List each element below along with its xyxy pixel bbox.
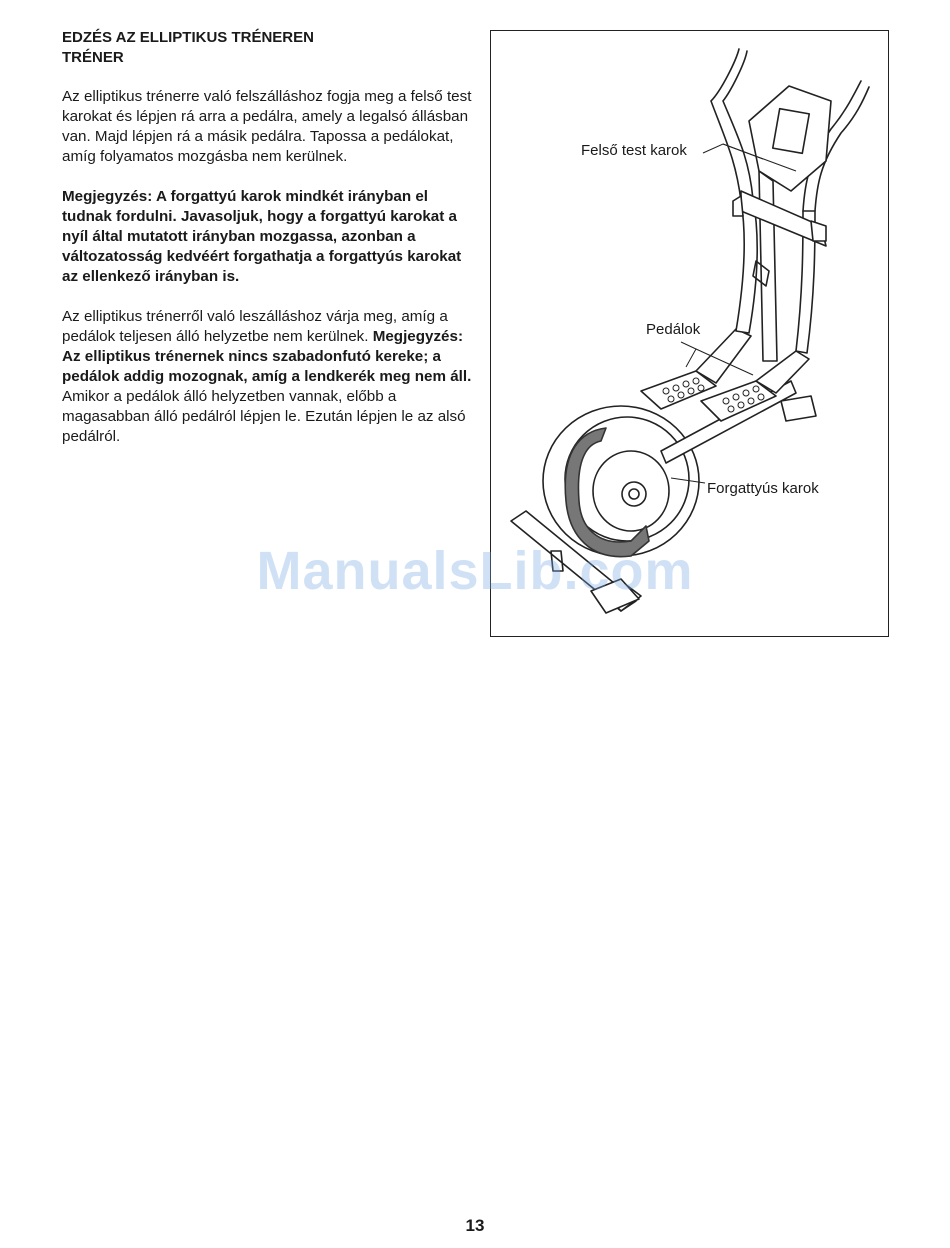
paragraph-mounting: Az elliptikus trénerre való felszálláshoz fogja meg a felső test karokat és lépjen rá arra a pedálra, amely a legalsó állásban van. Majd lépjen rá a másik pedálra. Tapossa a pedálokat, amíg folyamatos mozgásba nem kerülnek.: [62, 88, 472, 165]
heading-line-1: EDZÉS AZ ELLIPTIKUS TRÉNEREN: [62, 29, 314, 46]
label-upper-body-arms: Felső test karok: [581, 142, 687, 159]
dismount-text-1: Az elliptikus trénerről való leszálláshoz várja meg, amíg a pedálok teljesen álló helyzetbe nem kerülnek.: [62, 308, 448, 345]
dismount-text-2: Amikor a pedálok álló helyzetben vannak, előbb a magasabban álló pedálról lépjen le. Ezután lépjen le az alsó pedálról.: [62, 388, 466, 445]
section-heading: [62, 28, 472, 68]
page-number: 13: [465, 1216, 485, 1235]
paragraph-note-crank: Megjegyzés: A forgattyú karok mindkét irányban el tudnak fordulni. Javasoljuk, hogy a forgattyú karokat a nyíl által mutatott irányban mozgassa, azonban a változatosság kedvéért forgathatja a forgattyús karokat az ellenkező irányban is.: [62, 188, 462, 285]
heading-line-2: TRÉNER: [62, 49, 124, 66]
label-crank-arms: Forgattyús karok: [707, 480, 819, 497]
watermark: ManualsLib.com: [256, 541, 694, 601]
dismount-note-bold: Megjegyzés: Az elliptikus trénernek nincs szabadonfutó kereke; a pedálok addig mozognak, amíg a lendkerék meg nem áll.: [62, 328, 472, 385]
paragraph-dismount: [62, 307, 472, 447]
label-pedals: Pedálok: [646, 321, 701, 338]
text-column: [62, 28, 472, 467]
